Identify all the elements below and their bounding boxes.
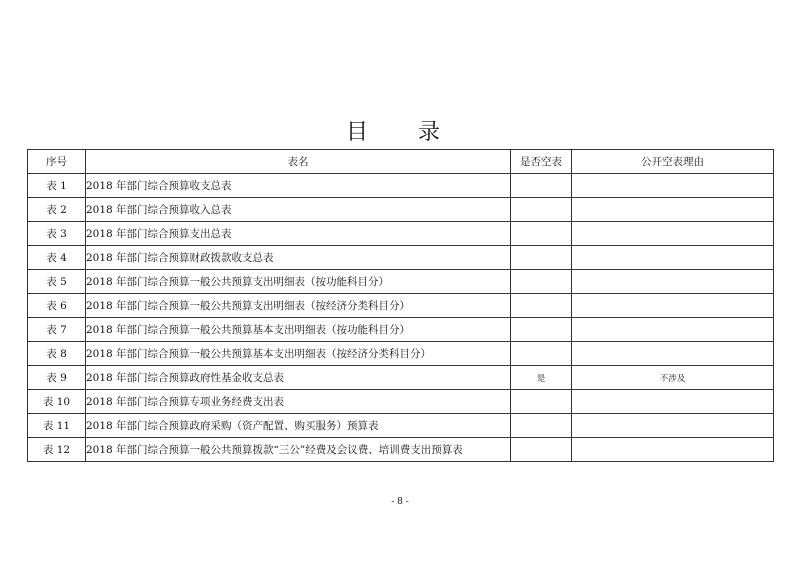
row-is-empty <box>511 414 572 438</box>
toc-table <box>27 149 774 462</box>
table-row <box>28 318 774 342</box>
row-number: 表 5 <box>28 270 86 294</box>
row-is-empty <box>511 270 572 294</box>
toc-body <box>28 174 774 462</box>
table-row <box>28 222 774 246</box>
row-is-empty <box>511 222 572 246</box>
table-header-row <box>28 150 774 174</box>
row-number: 表 7 <box>28 318 86 342</box>
table-row <box>28 174 774 198</box>
row-is-empty <box>511 390 572 414</box>
row-number: 表 12 <box>28 438 86 462</box>
row-is-empty <box>511 294 572 318</box>
row-reason <box>572 246 774 270</box>
row-number: 表 3 <box>28 222 86 246</box>
row-table-name: 2018 年部门综合预算一般公共预算支出明细表（按经济分类科目分） <box>86 294 511 318</box>
row-table-name: 2018 年部门综合预算收支总表 <box>86 174 511 198</box>
row-is-empty <box>511 342 572 366</box>
row-reason <box>572 342 774 366</box>
row-is-empty <box>511 198 572 222</box>
table-row <box>28 366 774 390</box>
page-title: 目 录 <box>345 120 454 145</box>
row-table-name: 2018 年部门综合预算收入总表 <box>86 198 511 222</box>
table-row <box>28 246 774 270</box>
table-row <box>28 294 774 318</box>
row-reason <box>572 294 774 318</box>
row-number: 表 2 <box>28 198 86 222</box>
row-table-name: 2018 年部门综合预算一般公共预算基本支出明细表（按功能科目分） <box>86 318 511 342</box>
header-is-empty: 是否空表 <box>511 150 572 174</box>
row-reason <box>572 414 774 438</box>
row-reason <box>572 270 774 294</box>
row-table-name: 2018 年部门综合预算政府性基金收支总表 <box>86 366 511 390</box>
row-number: 表 9 <box>28 366 86 390</box>
header-no: 序号 <box>28 150 86 174</box>
row-reason <box>572 390 774 414</box>
row-is-empty: 是 <box>511 366 572 390</box>
header-reason: 公开空表理由 <box>572 150 774 174</box>
row-table-name: 2018 年部门综合预算财政拨款收支总表 <box>86 246 511 270</box>
row-reason <box>572 222 774 246</box>
row-table-name: 2018 年部门综合预算专项业务经费支出表 <box>86 390 511 414</box>
table-row <box>28 390 774 414</box>
page-number: - 8 - <box>391 497 409 507</box>
row-number: 表 6 <box>28 294 86 318</box>
row-number: 表 10 <box>28 390 86 414</box>
row-table-name: 2018 年部门综合预算一般公共预算基本支出明细表（按经济分类科目分） <box>86 342 511 366</box>
header-name: 表名 <box>86 150 511 174</box>
table-row <box>28 342 774 366</box>
table-row <box>28 414 774 438</box>
row-reason <box>572 198 774 222</box>
row-is-empty <box>511 438 572 462</box>
row-reason <box>572 318 774 342</box>
row-table-name: 2018 年部门综合预算一般公共预算拨款“三公”经费及会议费、培训费支出预算表 <box>86 438 511 462</box>
row-table-name: 2018 年部门综合预算一般公共预算支出明细表（按功能科目分） <box>86 270 511 294</box>
row-is-empty <box>511 246 572 270</box>
row-is-empty <box>511 174 572 198</box>
table-row <box>28 270 774 294</box>
row-reason <box>572 438 774 462</box>
row-number: 表 8 <box>28 342 86 366</box>
row-table-name: 2018 年部门综合预算政府采购（资产配置、购买服务）预算表 <box>86 414 511 438</box>
row-reason: 不涉及 <box>572 366 774 390</box>
row-reason <box>572 174 774 198</box>
row-number: 表 11 <box>28 414 86 438</box>
row-number: 表 1 <box>28 174 86 198</box>
row-table-name: 2018 年部门综合预算支出总表 <box>86 222 511 246</box>
row-is-empty <box>511 318 572 342</box>
table-row <box>28 198 774 222</box>
table-row <box>28 438 774 462</box>
row-number: 表 4 <box>28 246 86 270</box>
